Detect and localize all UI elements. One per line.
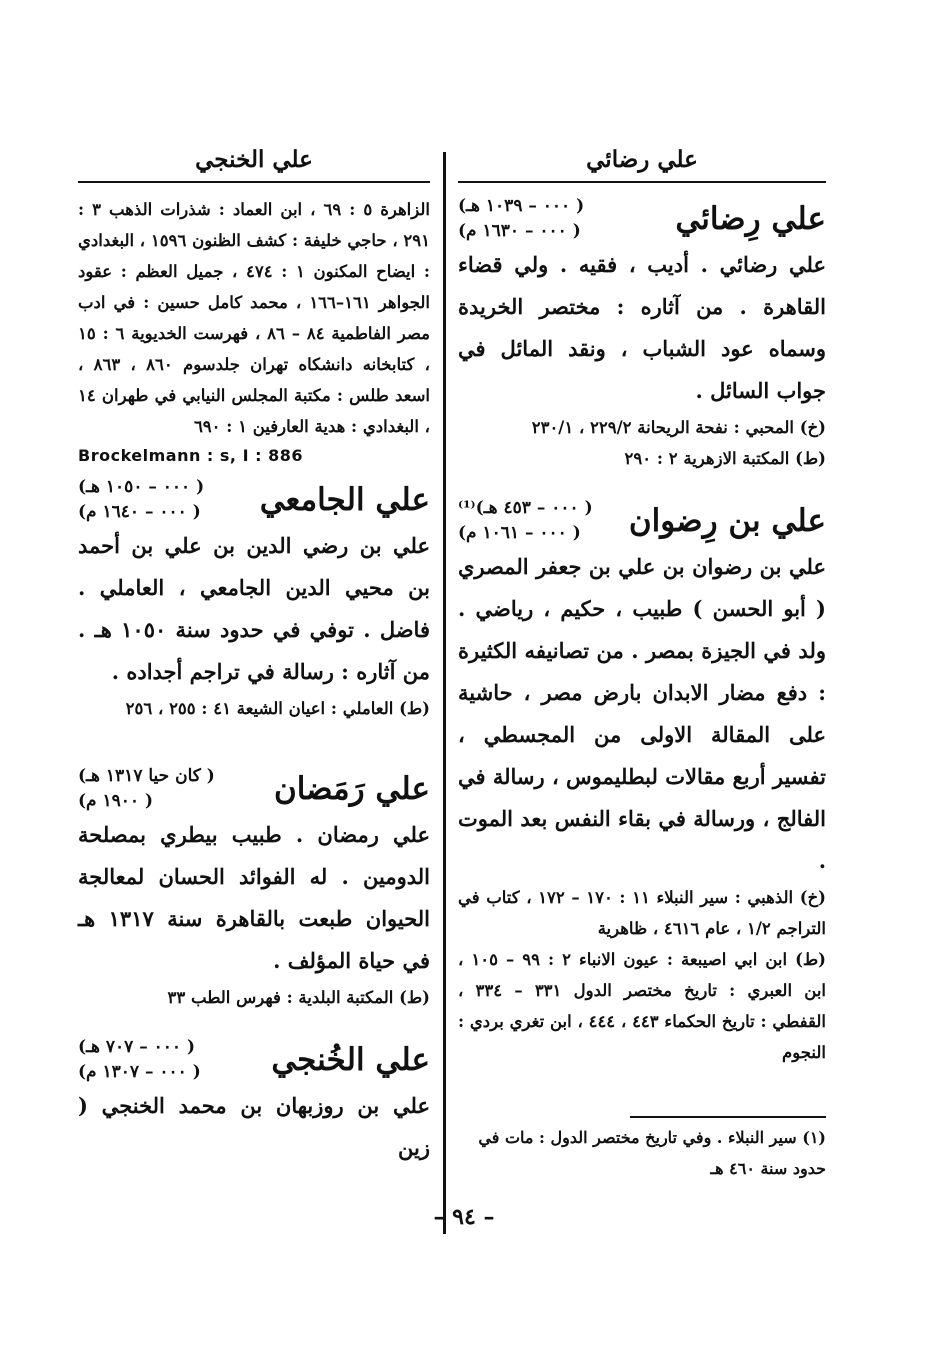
entry-dates xyxy=(78,764,215,814)
entry-heading xyxy=(78,475,430,525)
entry-heading xyxy=(458,496,826,546)
entry-body: علي بن رضوان بن علي بن جعفر المصري ( أبو الحسن ) طبيب ، حكيم ، رياضي . ولد في الجيزة بمصر . من تصانيفه الكثيرة : دفع مضار الابدان بارض مصر ، حاشية على المقالة الاولى من المجسطي ، تفسير أربع مقالات لبطليموس ، رسالة في الفالج ، ورسالة في بقاء النفس بعد الموت . xyxy=(458,554,826,873)
hijri-date: ( ٠٠٠ – ٧٠٧ هـ) xyxy=(78,1037,196,1057)
entry-body: علي بن رضي الدين بن علي بن أحمد بن محيي الدين الجامعي ، العاملي . فاضل . توفي في حدود سنة ١٠٥٠ هـ . من آثاره : رسالة في تراجم أجداده . xyxy=(78,533,430,684)
entry-dates xyxy=(78,475,204,525)
manuscript-reference: (خ) الذهبي : سير النبلاء ١١ : ١٧٠ – ١٧٢ ، كتاب في التراجم ١/٢ ، عام ٤٦١٦ ، ظاهرية xyxy=(458,888,826,938)
entry-body: علي رضائي . أديب ، فقيه . ولي قضاء القاهرة . من آثاره : مختصر الخريدة وسماه عود الشباب ، ونقد المائل في جواب السائل . xyxy=(458,252,826,403)
entry-title: علي رَمَضان xyxy=(273,771,430,807)
gregorian-date: ( ٠٠٠ – ١٦٤٠ م) xyxy=(78,502,201,522)
entry-title: علي بن رِضوان xyxy=(628,503,826,539)
entry-title: علي الخُنجي xyxy=(271,1042,430,1078)
gregorian-date: ( ٠٠٠ – ١٦٣٠ م) xyxy=(458,221,581,241)
entry-heading xyxy=(458,194,826,244)
left-column-header: علي الخنجي xyxy=(195,146,313,173)
printed-reference: (ط) العاملي : اعيان الشيعة ٤١ : ٢٥٥ ، ٢٥٦ xyxy=(125,699,430,718)
left-header-rule xyxy=(78,181,430,183)
footnote-rule xyxy=(630,1116,826,1118)
gregorian-date: ( ٠٠٠ – ١٠٦١ م) xyxy=(458,523,581,543)
right-header-rule xyxy=(458,181,826,183)
entry-heading xyxy=(78,764,430,814)
left-column xyxy=(78,140,430,1169)
page-number: – ٩٤ – xyxy=(433,1204,495,1230)
manuscript-reference: (خ) المحبي : نفحة الريحانة ٢٢٩/٢ ، ٢٣٠/١ xyxy=(531,418,826,437)
printed-reference: (ط) المكتبة الازهرية ٢ : ٢٩٠ xyxy=(624,449,826,468)
right-column-header: علي رضائي xyxy=(586,146,698,173)
printed-reference: (ط) المكتبة البلدية : فهرس الطب ٣٣ xyxy=(167,988,430,1007)
gregorian-date: ( ١٩٠٠ م) xyxy=(78,791,153,811)
hijri-date: ( كان حيا ١٣١٧ هـ) xyxy=(78,766,215,786)
hijri-date: ( ٠٠٠ – ١٠٥٠ هـ) xyxy=(78,477,205,497)
column-divider xyxy=(443,152,446,1234)
entry-dates xyxy=(78,1035,201,1085)
entry-body: علي بن روزبهان بن محمد الخنجي ( زين xyxy=(78,1093,430,1160)
hijri-date: ( ٠٠٠ – ١٠٣٩ هـ) xyxy=(458,196,585,216)
entry-dates xyxy=(458,194,584,244)
entry-body: علي رمضان . طبيب بيطري بمصلحة الدومين . له الفوائد الحسان لمعالجة الحيوان طبعت بالقاهرة سنة ١٣١٧ هـ في حياة المؤلف . xyxy=(78,822,431,973)
right-column xyxy=(458,140,826,1068)
entry-heading xyxy=(78,1035,430,1085)
gregorian-date: ( ٠٠٠ – ١٣٠٧ م) xyxy=(78,1062,201,1082)
entry-title: علي رِضائي xyxy=(675,201,826,237)
hijri-date: ( ٠٠٠ – ٤٥٣ هـ)⁽¹⁾ xyxy=(458,498,593,518)
brockelmann-reference: Brockelmann : s, I : 886 xyxy=(78,446,303,465)
continued-references: الزاهرة ٥ : ٦٩ ، ابن العماد : شذرات الذهب ٣ : ٢٩١ ، حاجي خليفة : كشف الظنون ١٥٩٦ ، البغدادي : ايضاح المكنون ١ : ٤٧٤ ، جميل العظم : عقود الجواهر ١٦١–١٦٦ ، محمد كامل حسين : في ادب مصر الفاطمية ٨٤ – ٨٦ ، فهرست الخديوية ٦ : ١٥ ، كتابخانه دانشكاه تهران جلدسوم ٨٦٠ ، ٨٦٣ ، اسعد طلس : مكتبة المجلس النيابي في طهران ١٤ ، البغدادي : هدية العارفين ١ : ٦٩٠ xyxy=(78,200,431,436)
entry-dates xyxy=(458,496,593,546)
entry-title: علي الجامعي xyxy=(259,482,430,518)
footnote: (١) سير النبلاء . وفي تاريخ مختصر الدول : مات في حدود سنة ٤٦٠ هـ xyxy=(478,1128,826,1178)
printed-reference: (ط) ابن ابي اصيبعة : عيون الانباء ٢ : ٩٩ – ١٠٥ ، ابن العبري : تاريخ مختصر الدول ٣٣١ – ٣٣٤ ، القفطي : تاريخ الحكماء ٤٤٣ ، ٤٤٤ ، ابن تغري بردي : النجوم xyxy=(458,950,826,1062)
